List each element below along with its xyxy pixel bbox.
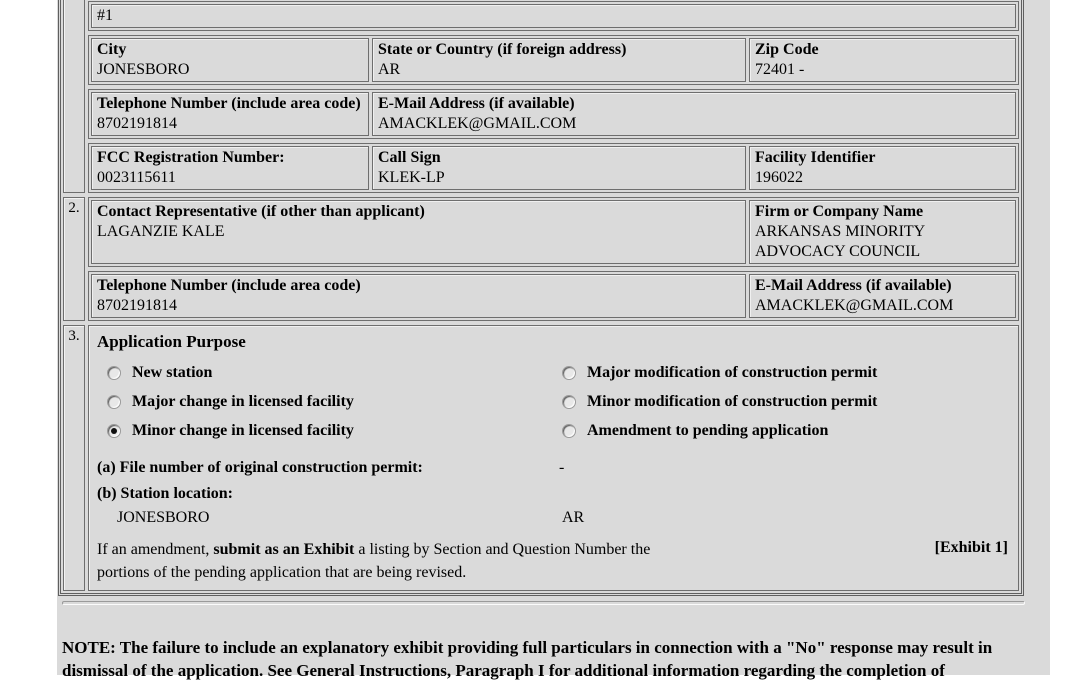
option-major-modification-label: Major modification of construction permit — [587, 363, 878, 381]
callsign-value: KLEK-LP — [378, 169, 445, 186]
phone-cell-2 — [91, 274, 746, 318]
option-minor-modification — [562, 387, 1010, 416]
contact-representative-cell — [91, 200, 746, 264]
city-value: JONESBORO — [97, 61, 190, 78]
exhibit-reference: [Exhibit 1] — [934, 539, 1008, 556]
horizontal-divider — [62, 601, 1025, 605]
application-purpose-box — [88, 325, 1019, 591]
file-number-row — [97, 457, 1010, 479]
city-label: City — [97, 41, 127, 58]
email-value-2: AMACKLEK@GMAIL.COM — [755, 297, 954, 314]
city-cell — [91, 38, 369, 82]
section-1-number — [63, 0, 85, 193]
firm-cell — [749, 200, 1016, 264]
email-cell-2 — [749, 274, 1016, 318]
amendment-bold-text: submit as an Exhibit — [213, 541, 355, 558]
option-major-modification — [562, 358, 1010, 387]
facility-label: Facility Identifier — [755, 149, 876, 166]
station-city-value: JONESBORO — [117, 509, 210, 526]
email-label-2: E-Mail Address (if available) — [755, 277, 952, 294]
radio-major-change[interactable] — [107, 395, 121, 409]
address-line2-table — [88, 1, 1019, 31]
purpose-options-grid — [97, 358, 1010, 445]
state-cell — [372, 38, 746, 82]
section-1-row — [63, 0, 1019, 193]
phone-label-1: Telephone Number (include area code) — [97, 95, 361, 112]
firm-value: ARKANSAS MINORITY ADVOCACY COUNCIL — [755, 223, 925, 260]
facility-value: 196022 — [755, 169, 803, 186]
option-major-change — [107, 387, 555, 416]
file-number-label: (a) File number of original construction permit: — [97, 459, 423, 476]
contact-firm-table — [88, 197, 1019, 267]
amendment-text: If an amendment, submit as an Exhibit a listing by Section and Question Number the portions of the pending application that are being revised. — [97, 541, 651, 581]
option-new-station — [107, 358, 555, 387]
radio-major-modification[interactable] — [562, 366, 576, 380]
phone-value-1: 8702191814 — [97, 115, 177, 132]
application-form-table — [58, 0, 1024, 596]
zip-value: 72401 - — [755, 61, 805, 78]
firm-label: Firm or Company Name — [755, 203, 924, 220]
application-purpose-title: Application Purpose — [97, 332, 246, 351]
option-new-station-label: New station — [132, 363, 213, 381]
form-page-panel — [57, 0, 1050, 680]
station-state-value: AR — [562, 509, 585, 526]
note-text: NOTE: The failure to include an explanatory exhibit providing full particulars in connection with a "No" response may result in dismissal of the application. See General Instructions, Paragraph I for additional information regarding the completion of — [62, 638, 993, 680]
option-amendment — [562, 416, 1010, 445]
phone-cell-1 — [91, 92, 369, 136]
email-value-1: AMACKLEK@GMAIL.COM — [378, 115, 577, 132]
facility-cell — [749, 146, 1016, 190]
file-number-value: - — [559, 459, 565, 476]
radio-new-station[interactable] — [107, 366, 121, 380]
zip-cell — [749, 38, 1016, 82]
section-2-row — [63, 197, 1019, 321]
amendment-row — [97, 538, 1010, 584]
address-line2-cell — [91, 4, 1016, 28]
station-location-row — [97, 483, 1010, 505]
phone-email-table-2 — [88, 271, 1019, 321]
option-minor-change-label: Minor change in licensed facility — [132, 421, 354, 439]
phone-label-2: Telephone Number (include area code) — [97, 277, 361, 294]
phone-email-table-1 — [88, 89, 1019, 139]
station-location-label: (b) Station location: — [97, 485, 233, 502]
option-major-change-label: Major change in licensed facility — [132, 392, 354, 410]
contact-representative-value: LAGANZIE KALE — [97, 223, 225, 240]
option-minor-change — [107, 416, 555, 445]
section-2-number: 2. — [63, 197, 85, 321]
radio-amendment[interactable] — [562, 424, 576, 438]
station-location-values — [97, 507, 1010, 529]
contact-representative-label: Contact Representative (if other than applicant) — [97, 203, 425, 220]
frn-label: FCC Registration Number: — [97, 149, 285, 166]
callsign-label: Call Sign — [378, 149, 441, 166]
city-state-zip-table — [88, 35, 1019, 85]
email-cell-1 — [372, 92, 1016, 136]
section-3-row — [63, 325, 1019, 591]
email-label-1: E-Mail Address (if available) — [378, 95, 575, 112]
address-line2-value: #1 — [97, 7, 113, 24]
callsign-cell — [372, 146, 746, 190]
option-minor-modification-label: Minor modification of construction permit — [587, 392, 878, 410]
state-value: AR — [378, 61, 401, 78]
state-label: State or Country (if foreign address) — [378, 41, 627, 58]
phone-value-2: 8702191814 — [97, 297, 177, 314]
radio-minor-modification[interactable] — [562, 395, 576, 409]
radio-minor-change[interactable] — [107, 424, 121, 438]
zip-label: Zip Code — [755, 41, 819, 58]
frn-value: 0023115611 — [97, 169, 176, 186]
frn-callsign-facility-table — [88, 143, 1019, 193]
option-amendment-label: Amendment to pending application — [587, 421, 829, 439]
section-3-number: 3. — [63, 325, 85, 591]
frn-cell — [91, 146, 369, 190]
